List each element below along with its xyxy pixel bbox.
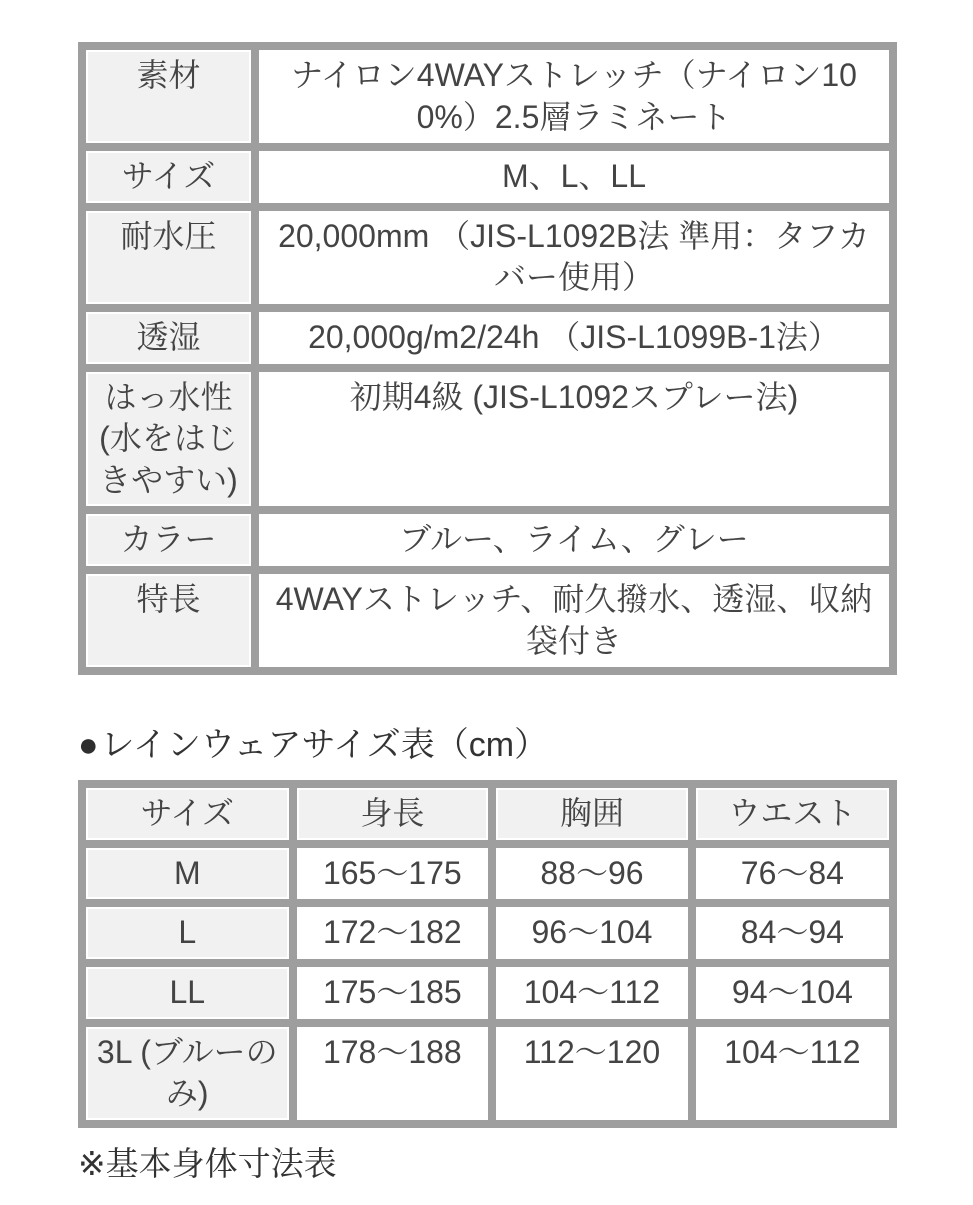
spec-label-size: サイズ — [86, 151, 251, 203]
size-cell-waist: 94～104 — [696, 967, 889, 1019]
size-cell-chest: 88～96 — [496, 848, 688, 900]
spec-value-color: ブルー、ライム、グレー — [259, 514, 889, 566]
spec-value-material: ナイロン4WAYストレッチ（ナイロン100%）2.5層ラミネート — [259, 50, 889, 143]
table-row — [86, 574, 889, 667]
bullet-icon: ● — [78, 726, 99, 765]
size-table — [78, 780, 897, 1128]
size-col-header-height: 身長 — [297, 788, 489, 840]
size-cell-chest: 112～120 — [496, 1027, 688, 1120]
spec-label-material: 素材 — [86, 50, 251, 143]
spec-label-water-repellency: はっ水性(水をはじきやすい) — [86, 372, 251, 507]
size-cell-height: 165～175 — [297, 848, 489, 900]
table-row — [86, 312, 889, 364]
table-row — [86, 848, 889, 900]
table-row — [86, 1027, 889, 1120]
spec-label-features: 特長 — [86, 574, 251, 667]
table-row — [86, 151, 889, 203]
size-cell-height: 172～182 — [297, 907, 489, 959]
table-row — [86, 50, 889, 143]
size-col-header-waist: ウエスト — [696, 788, 889, 840]
size-row-label: L — [86, 907, 289, 959]
table-row — [86, 514, 889, 566]
table-row — [86, 211, 889, 304]
spec-table — [78, 42, 897, 675]
spec-label-breathability: 透湿 — [86, 312, 251, 364]
table-row — [86, 907, 889, 959]
spec-label-waterproof: 耐水圧 — [86, 211, 251, 304]
size-cell-chest: 104～112 — [496, 967, 688, 1019]
size-cell-waist: 84～94 — [696, 907, 889, 959]
size-table-heading — [78, 717, 897, 766]
spec-value-size: M、L、LL — [259, 151, 889, 203]
size-row-label: M — [86, 848, 289, 900]
size-row-label: LL — [86, 967, 289, 1019]
size-cell-waist: 76～84 — [696, 848, 889, 900]
size-row-label: 3L (ブルーのみ) — [86, 1027, 289, 1120]
size-cell-waist: 104～112 — [696, 1027, 889, 1120]
spec-value-features: 4WAYストレッチ、耐久撥水、透湿、収納袋付き — [259, 574, 889, 667]
table-row — [86, 967, 889, 1019]
spec-label-color: カラー — [86, 514, 251, 566]
size-col-header-size: サイズ — [86, 788, 289, 840]
table-row — [86, 372, 889, 507]
table-header-row — [86, 788, 889, 840]
size-table-title: レインウェアサイズ表（cm） — [100, 726, 549, 765]
spec-value-breathability: 20,000g/m2/24h （JIS-L1099B-1法） — [259, 312, 889, 364]
size-cell-chest: 96～104 — [496, 907, 688, 959]
size-cell-height: 175～185 — [297, 967, 489, 1019]
size-cell-height: 178～188 — [297, 1027, 489, 1120]
size-col-header-chest: 胸囲 — [496, 788, 688, 840]
spec-value-water-repellency: 初期4級 (JIS-L1092スプレー法) — [259, 372, 889, 507]
footnote: ※基本身体寸法表 — [78, 1144, 337, 1182]
spec-value-waterproof: 20,000mm （JIS-L1092B法 準用：タフカバー使用） — [259, 211, 889, 304]
